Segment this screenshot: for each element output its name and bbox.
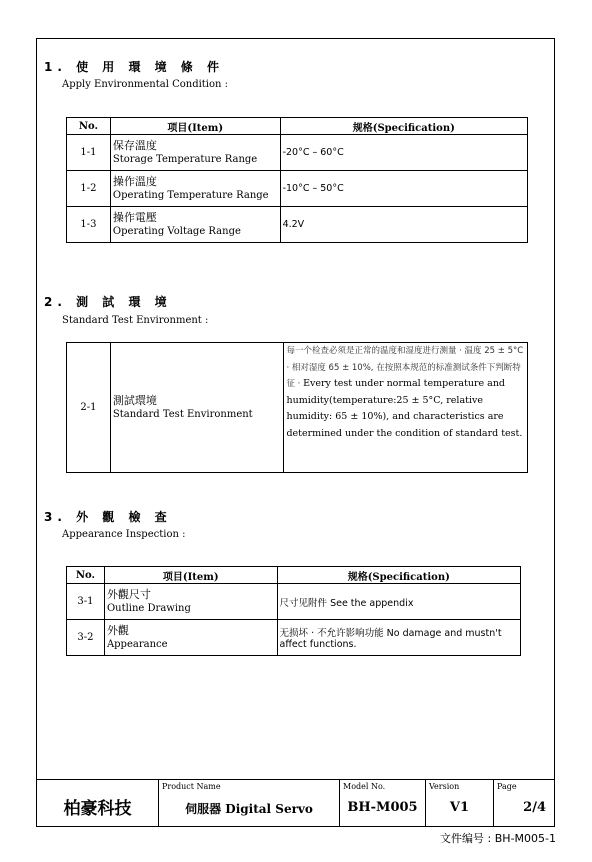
row-no: 2-1 bbox=[67, 343, 111, 473]
appearance-table bbox=[66, 566, 521, 656]
header-item: 项目(Item) bbox=[110, 118, 280, 135]
table-row bbox=[67, 584, 521, 620]
row-no: 1-2 bbox=[67, 171, 111, 207]
row-spec: 4.2V bbox=[280, 207, 527, 243]
footer-title-block bbox=[37, 779, 554, 827]
spec-en: Every test under normal temperature and humidity(temperature:25 ± 5°C, relative humidity: 65 ± 10%), and characteristics are determined under the condition of standard test. bbox=[286, 378, 523, 439]
row-no: 1-3 bbox=[67, 207, 111, 243]
table-row bbox=[67, 207, 528, 243]
row-item bbox=[110, 171, 280, 207]
row-spec: -10°C – 50°C bbox=[280, 171, 527, 207]
product-cell bbox=[158, 780, 339, 827]
model-cell bbox=[339, 780, 425, 827]
page-label: Page bbox=[497, 782, 517, 791]
version-cell bbox=[425, 780, 493, 827]
item-zh: 外觀尺寸 bbox=[106, 587, 151, 601]
header-item: 项目(Item) bbox=[104, 567, 277, 584]
item-en: Outline Drawing bbox=[106, 602, 191, 614]
row-spec: 无损坏 · 不允许影响功能 No damage and mustn't affect functions. bbox=[277, 620, 520, 656]
test-environment-table bbox=[66, 342, 528, 473]
product-value: 伺服器 Digital Servo bbox=[185, 802, 313, 816]
row-no: 3-1 bbox=[67, 584, 105, 620]
item-zh: 操作溫度 bbox=[112, 174, 157, 188]
row-item bbox=[110, 135, 280, 171]
company-name: 柏豪科技 bbox=[63, 799, 132, 819]
row-spec: -20°C – 60°C bbox=[280, 135, 527, 171]
document-number: 文件编号 : BH-M005-1 bbox=[440, 832, 556, 845]
model-value: BH-M005 bbox=[347, 800, 418, 815]
table-row bbox=[67, 171, 528, 207]
item-en: Operating Voltage Range bbox=[112, 225, 241, 237]
item-en: Appearance bbox=[106, 638, 168, 650]
page-value: 2/4 bbox=[523, 800, 546, 815]
company-cell bbox=[37, 780, 158, 827]
version-label: Version bbox=[429, 782, 460, 791]
table-row bbox=[67, 135, 528, 171]
environment-table bbox=[66, 117, 528, 243]
table-row bbox=[67, 620, 521, 656]
item-en: Operating Temperature Range bbox=[112, 189, 269, 201]
row-no: 1-1 bbox=[67, 135, 111, 171]
item-zh: 外觀 bbox=[106, 623, 129, 637]
row-item bbox=[104, 584, 277, 620]
header-no: No. bbox=[67, 567, 105, 584]
section-1-title: 1. 使 用 環 境 條 件 bbox=[44, 60, 224, 74]
row-no: 3-2 bbox=[67, 620, 105, 656]
spec-zh: 每一个检查必须是正常的温度和湿度进行测量 · 温度 25 ± 5°C · 相对湿度 65 ± 10%, 在按照本规范的标准测试条件下判断特征 · bbox=[286, 346, 524, 389]
model-label: Model No. bbox=[343, 782, 386, 791]
section-3-subtitle: Appearance Inspection : bbox=[62, 529, 186, 540]
row-spec bbox=[284, 343, 528, 473]
item-zh: 測試環境 bbox=[112, 393, 157, 407]
header-spec: 规格(Specification) bbox=[280, 118, 527, 135]
page-cell bbox=[493, 780, 554, 827]
row-item bbox=[110, 343, 284, 473]
item-en: Storage Temperature Range bbox=[112, 153, 258, 165]
row-item bbox=[110, 207, 280, 243]
header-spec: 规格(Specification) bbox=[277, 567, 520, 584]
product-label: Product Name bbox=[162, 782, 221, 791]
row-item bbox=[104, 620, 277, 656]
item-en: Standard Test Environment bbox=[112, 408, 253, 420]
section-2-title: 2. 測 試 環 境 bbox=[44, 295, 172, 309]
header-no: No. bbox=[67, 118, 111, 135]
section-1-subtitle: Apply Environmental Condition : bbox=[62, 79, 229, 90]
version-value: V1 bbox=[449, 800, 470, 815]
item-zh: 操作電壓 bbox=[112, 210, 157, 224]
section-2-subtitle: Standard Test Environment : bbox=[62, 315, 209, 326]
row-spec: 尺寸见附件 See the appendix bbox=[277, 584, 520, 620]
section-3-title: 3. 外 觀 檢 查 bbox=[44, 510, 172, 524]
item-zh: 保存溫度 bbox=[112, 138, 157, 152]
table-row bbox=[67, 343, 528, 473]
